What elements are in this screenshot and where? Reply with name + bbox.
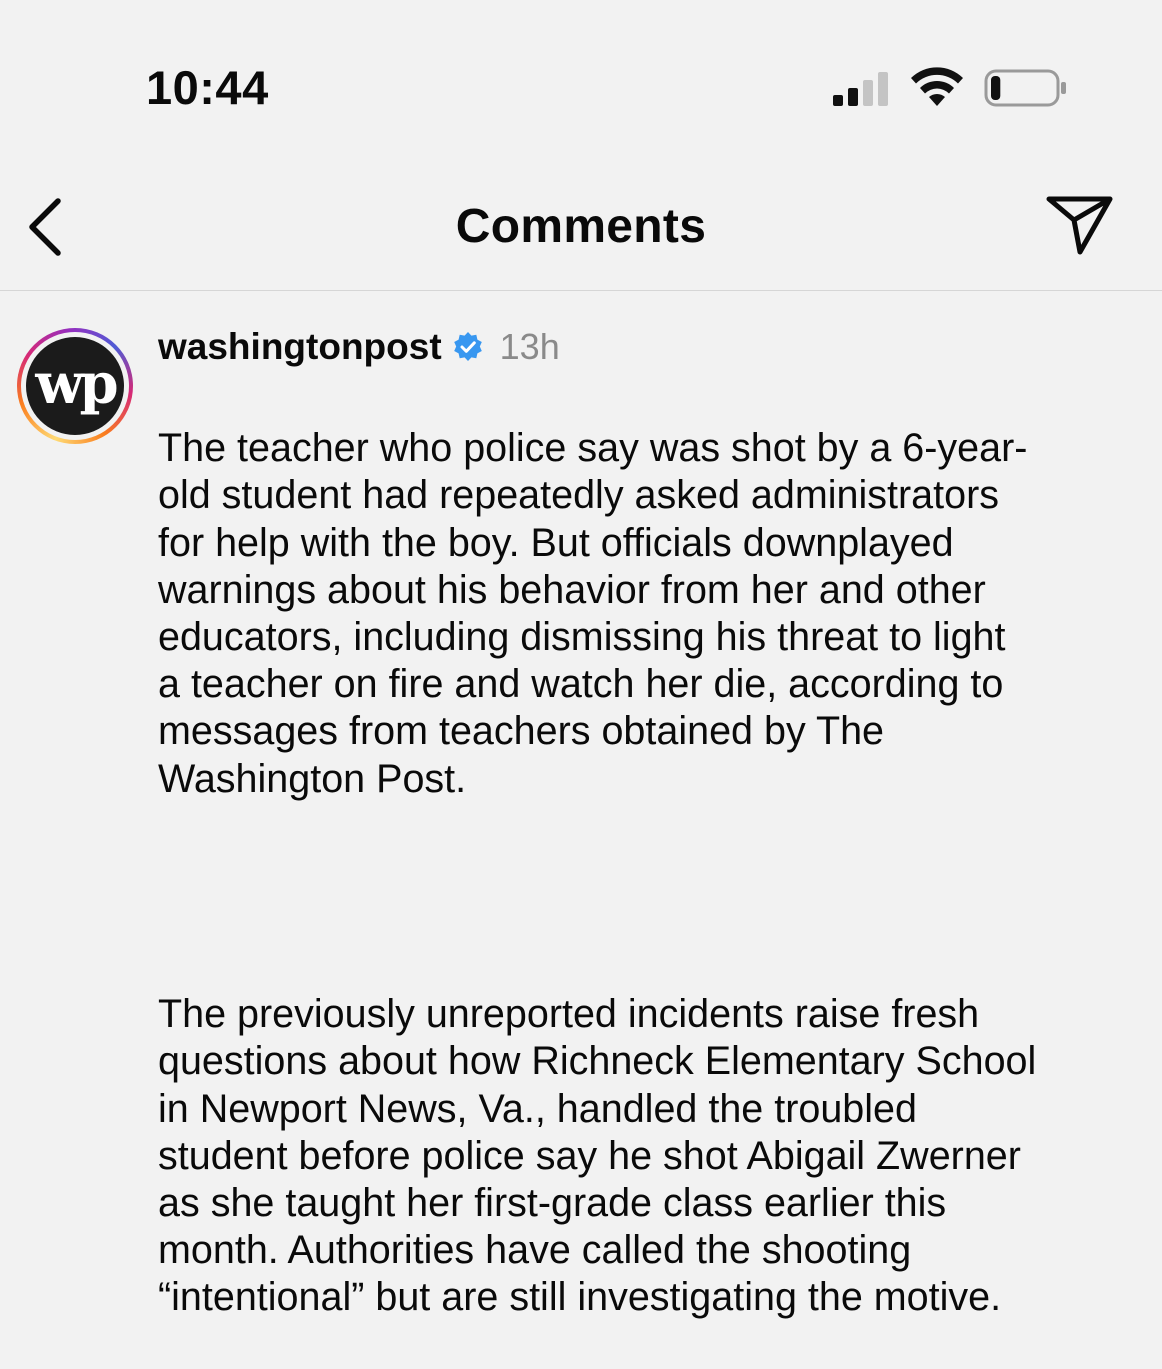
post-timestamp: 13h [499,326,560,367]
status-bar [0,0,1162,150]
username[interactable]: washingtonpost [158,326,442,367]
paragraph-spacer [158,850,1118,944]
caption-paragraph-1: The teacher who police say was shot by a 6-year- old student had repeatedly asked administrators for help with the boy. But officials downplayed warnings about his behavior from her and other educators, including dismissing his threat to light a teacher on fire and watch her die, according to messages from teachers obtained by The Washington Post. [158,426,1028,801]
washington-post-logo: wp [35,351,115,417]
avatar[interactable] [26,337,124,435]
battery-icon [984,68,1068,108]
wifi-icon [910,66,964,108]
post-caption [0,292,1162,1320]
verified-badge-icon [452,331,484,363]
comments-header [0,150,1162,291]
paper-plane-icon[interactable] [1044,194,1114,256]
caption-text [158,378,1118,1369]
post-meta [158,324,560,370]
signal-icon [833,70,893,106]
caption-paragraph-2: The previously unreported incidents raise fresh questions about how Richneck Elementary School in Newport News, Va., handled the troubled student before police say he shot Abigail Zwerner as she taught her first-grade class earlier this month. Authorities have called the shooting “intentional” but are still investigating the motive. [158,992,1037,1320]
status-time: 10:44 [146,61,269,114]
avatar-story-ring[interactable] [17,328,133,444]
page-title: Comments [455,200,707,253]
